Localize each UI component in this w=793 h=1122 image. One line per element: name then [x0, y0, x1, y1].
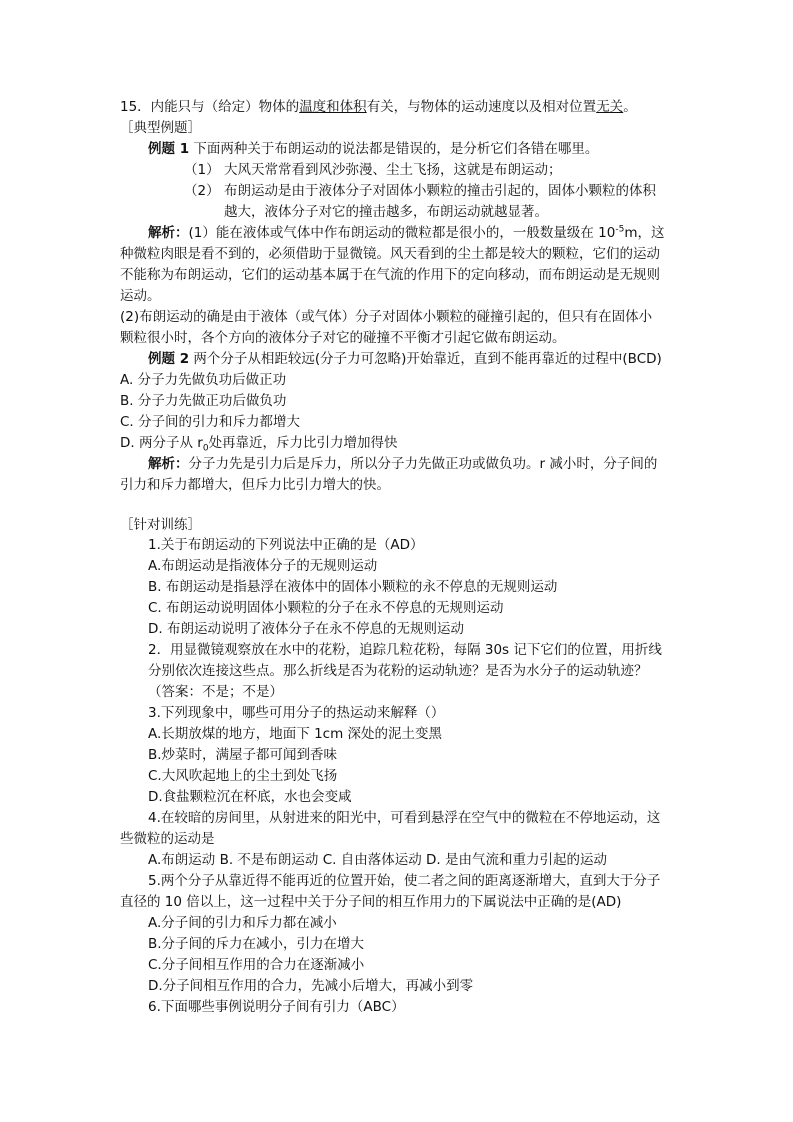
q1-option-a: A.布朗运动是指液体分子的无规则运动	[148, 558, 378, 574]
example-1-item-1-text: 大风天常常看到风沙弥漫、尘土飞扬，这就是布朗运动；	[224, 162, 562, 178]
q2-line-2: 分别依次连接这些点。那么折线是否为花粉的运动轨迹？是否为水分子的运动轨迹？	[148, 663, 648, 679]
example-2-analysis-line-2: 引力和斥力都增大，但斥力比引力增大的快。	[120, 477, 390, 493]
example-2-option-c: C. 分子间的引力和斥力都增大	[120, 414, 301, 430]
text-fragment: 。	[623, 99, 637, 115]
example-text: 两个分子从相距较远(分子力可忽略)开始靠近，直到不能再靠近的过程中(BCD)	[189, 351, 662, 367]
q5-line-2: 直径的 10 倍以上，这一过程中关于分子间的相互作用力的下属说法中正确的是(AD)	[120, 894, 622, 910]
q3-option-c: C.大风吹起地上的尘土到处飞扬	[148, 768, 338, 784]
q1-stem: 1.关于布朗运动的下列说法中正确的是（AD）	[148, 537, 424, 553]
underlined-text: 无关	[596, 99, 624, 115]
analysis-label: 解析：	[148, 456, 189, 472]
example-1-item-1-num: （1）	[184, 162, 220, 178]
q4-options: A.布朗运动 B. 不是布朗运动 C. 自由落体运动 D. 是由气流和重力引起的运动	[148, 852, 607, 868]
text-fragment: D. 两分子从 r	[120, 435, 203, 451]
q4-line-2: 些微粒的运动是	[120, 831, 215, 847]
text-fragment: 处再靠近，斥力比引力增加得快	[208, 435, 398, 451]
q3-option-a: A.长期放煤的地方，地面下 1cm 深处的泥土变黑	[148, 726, 443, 742]
example-1-item-2-line-1: 布朗运动是由于液体分子对固体小颗粒的撞击引起的，固体小颗粒的体积	[224, 183, 656, 199]
q5-option-d: D.分子间相互作用的合力，先减小后增大，再减小到零	[148, 978, 474, 994]
section-heading-examples: ［典型例题］	[120, 120, 201, 136]
q5-option-c: C.分子间相互作用的合力在逐渐减小	[148, 957, 365, 973]
q1-option-d: D. 布朗运动说明了液体分子在永不停息的无规则运动	[148, 621, 464, 637]
example-1-item-2-line-2: 越大，液体分子对它的撞击越多，布朗运动就越显著。	[224, 204, 548, 220]
example-1-analysis-line-4: 运动。	[120, 288, 161, 304]
text-fragment: m，这	[624, 225, 665, 241]
q2-line-1: 2．用显微镜观察放在水中的花粉，追踪几粒花粉，每隔 30s 记下它们的位置，用折线	[148, 642, 662, 658]
text-fragment: 15．内能只与（给定）物体的	[120, 99, 300, 115]
q3-stem: 3.下列现象中，哪些可用分子的热运动来解释（）	[148, 705, 445, 721]
q1-option-b: B. 布朗运动是指悬浮在液体中的固体小颗粒的永不停息的无规则运动	[148, 579, 558, 595]
example-text: 下面两种关于布朗运动的说法都是错误的，是分析它们各错在哪里。	[189, 141, 599, 157]
q5-option-a: A.分子间的引力和斥力都在减小	[148, 915, 337, 931]
subscript: 0	[202, 443, 209, 454]
q5-line-1: 5.两个分子从靠近得不能再近的位置开始，使二者之间的距离逐渐增大，直到大于分子	[148, 873, 661, 889]
example-2-analysis-line-1	[148, 454, 657, 474]
point-15	[120, 97, 637, 117]
q3-option-b: B.炒菜时，满屋子都可闻到香味	[148, 747, 338, 763]
q1-option-c: C. 布朗运动说明固体小颗粒的分子在永不停息的无规则运动	[148, 600, 504, 616]
q5-option-b: B.分子间的斥力在减小，引力在增大	[148, 936, 365, 952]
example-2-stem	[148, 349, 662, 369]
example-label: 例题 2	[148, 351, 190, 367]
section-heading-training: ［针对训练］	[120, 517, 201, 533]
q2-answer: （答案：不是；不是）	[148, 684, 283, 700]
text-fragment: 有关，与物体的运动速度以及相对位置	[366, 99, 597, 115]
example-1-analysis-line-6: 颗粒很小时，各个方向的液体分子对它的碰撞不平衡才引起它做布朗运动。	[120, 330, 566, 346]
exponent: -5	[615, 224, 625, 235]
example-2-option-a: A. 分子力先做负功后做正功	[120, 372, 287, 388]
example-1-analysis-line-1	[148, 223, 664, 243]
example-1-analysis-line-3: 不能称为布朗运动，它们的运动基本属于在气流的作用下的定向移动，而布朗运动是无规则	[120, 267, 660, 283]
q6-stem: 6.下面哪些事例说明分子间有引力（ABC）	[148, 999, 405, 1015]
example-2-option-d	[120, 433, 398, 453]
example-1-stem	[148, 139, 598, 159]
example-label: 例题 1	[148, 141, 190, 157]
analysis-label: 解析：	[148, 225, 189, 241]
q3-option-d: D.食盐颗粒沉在杯底，水也会变咸	[148, 789, 352, 805]
example-1-analysis-line-2: 种微粒肉眼是看不到的，必须借助于显微镜。风天看到的尘土都是较大的颗粒，它们的运动	[120, 246, 660, 262]
example-2-option-b: B. 分子力先做正功后做负功	[120, 393, 287, 409]
q4-line-1: 4.在较暗的房间里，从射进来的阳光中，可看到悬浮在空气中的微粒在不停地运动，这	[148, 810, 661, 826]
example-1-item-2-num: （2）	[184, 183, 220, 199]
underlined-text: 温度和体积	[299, 99, 367, 115]
text-fragment: 分子力先是引力后是斥力，所以分子力先做正功或做负功。r 减小时，分子间的	[188, 456, 658, 472]
example-1-analysis-line-5: (2)布朗运动的确是由于液体（或气体）分子对固体小颗粒的碰撞引起的，但只有在固体小	[120, 309, 653, 325]
text-fragment: (1）能在液体或气体中作布朗运动的微粒都是很小的，一般数量级在 10	[188, 225, 616, 241]
